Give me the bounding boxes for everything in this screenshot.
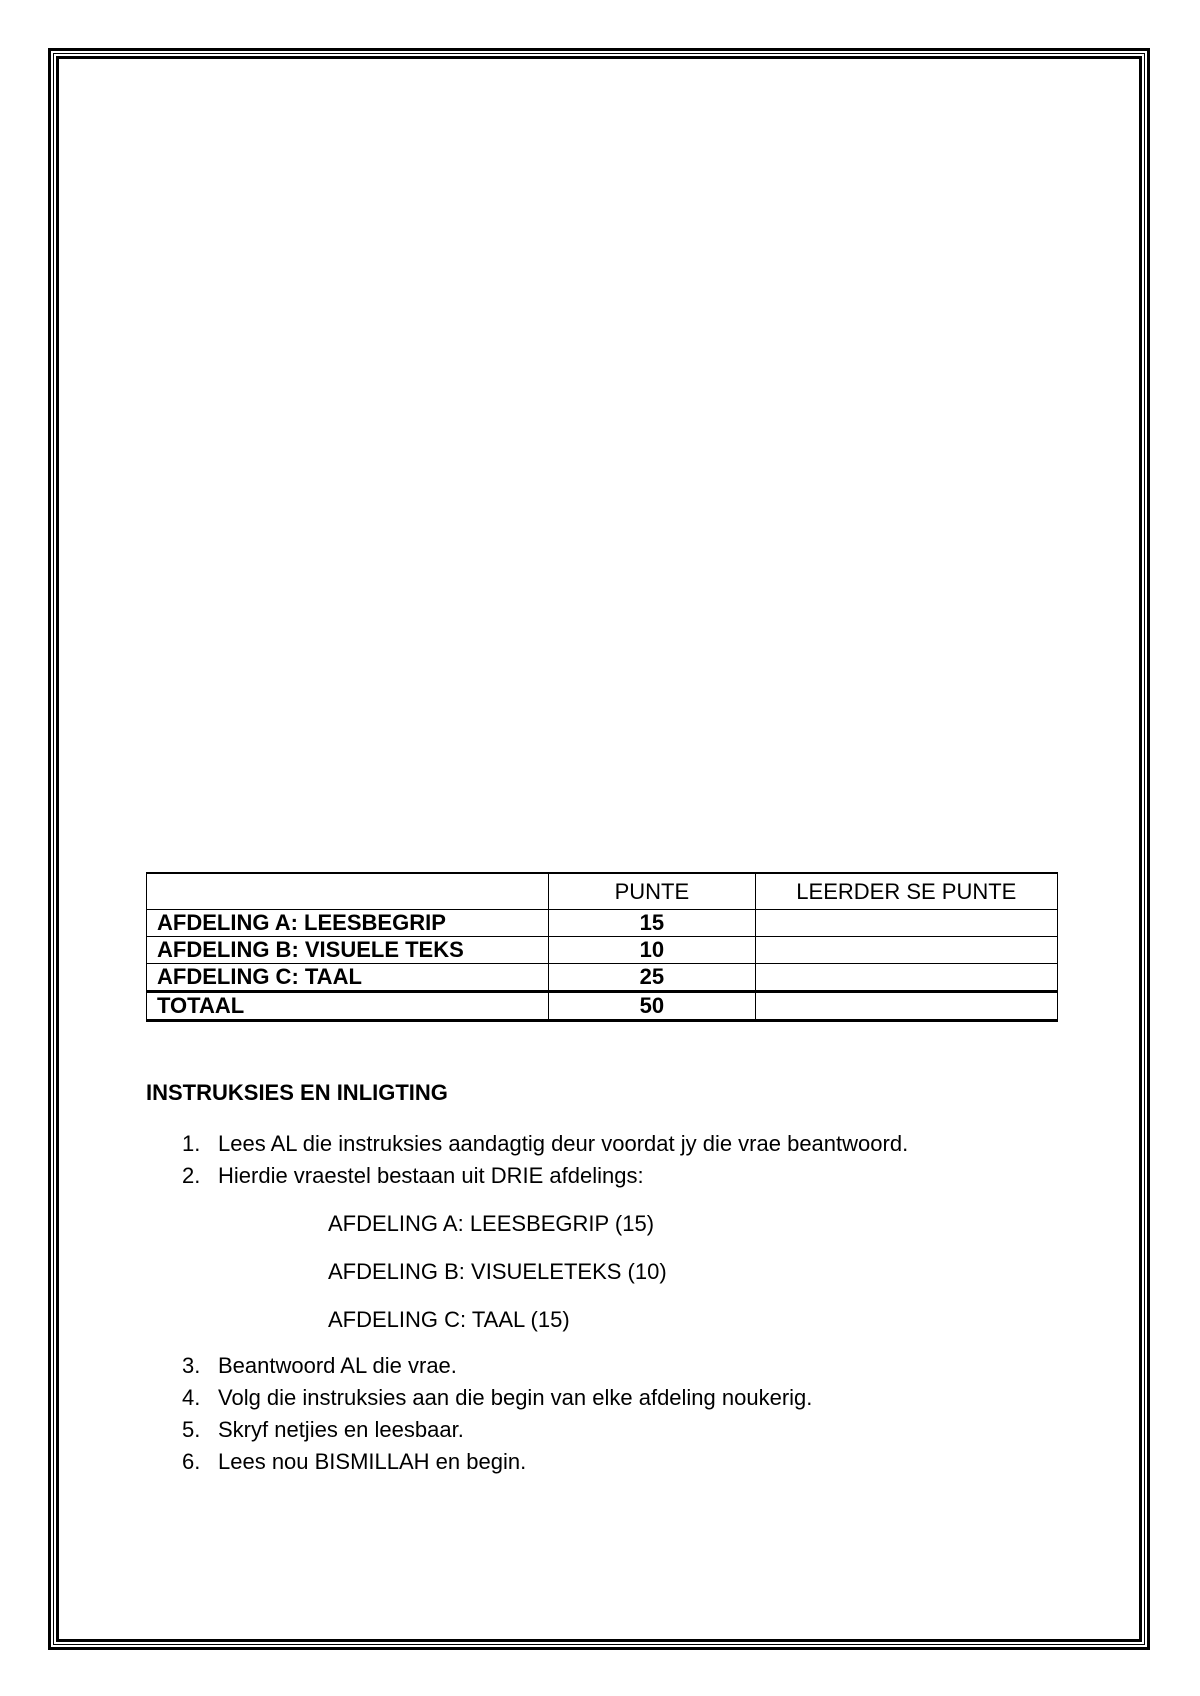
total-label: TOTAAL (147, 992, 549, 1021)
item-text: Volg die instruksies aan die begin van elke afdeling noukerig. (218, 1385, 813, 1410)
item-number: 1. (182, 1131, 201, 1156)
row-leerder-punte (755, 937, 1057, 964)
instructions-list (146, 1128, 1066, 1478)
list-item (146, 1350, 1066, 1382)
list-item (146, 1414, 1066, 1446)
row-label: AFDELING A: LEESBEGRIP (147, 910, 549, 937)
total-punte: 50 (549, 992, 756, 1021)
list-item (146, 1446, 1066, 1478)
header-punte: PUNTE (549, 873, 756, 910)
section-item: AFDELING A: LEESBEGRIP (15) (328, 1211, 655, 1236)
row-label: AFDELING B: VISUELE TEKS (147, 937, 549, 964)
section-item: AFDELING C: TAAL (15) (328, 1307, 570, 1332)
row-punte: 25 (549, 964, 756, 992)
item-number: 2. (182, 1163, 201, 1188)
item-text: Hierdie vraestel bestaan uit DRIE afdelings: (218, 1163, 644, 1188)
header-empty-cell (147, 873, 549, 910)
row-leerder-punte (755, 964, 1057, 992)
row-punte: 10 (549, 937, 756, 964)
instructions-heading: INSTRUKSIES EN INLIGTING (146, 1080, 448, 1105)
item-text: Beantwoord AL die vrae. (218, 1353, 457, 1378)
item-number: 4. (182, 1385, 201, 1410)
section-item: AFDELING B: VISUELETEKS (10) (328, 1259, 667, 1284)
list-item (146, 1382, 1066, 1414)
item-number: 5. (182, 1417, 201, 1442)
table-row (147, 937, 1058, 964)
total-leerder-punte (755, 992, 1057, 1021)
marks-table (146, 872, 1058, 1022)
row-punte: 15 (549, 910, 756, 937)
item-number: 6. (182, 1449, 201, 1474)
list-item (146, 1160, 1066, 1336)
item-number: 3. (182, 1353, 201, 1378)
item-text: Skryf netjies en leesbaar. (218, 1417, 464, 1442)
total-row (147, 992, 1058, 1021)
table-row (147, 964, 1058, 992)
row-leerder-punte (755, 910, 1057, 937)
sections-sublist (218, 1208, 1066, 1336)
item-text: Lees nou BISMILLAH en begin. (218, 1449, 527, 1474)
item-text: Lees AL die instruksies aandagtig deur voordat jy die vrae beantwoord. (218, 1131, 909, 1156)
header-leerder-punte: LEERDER SE PUNTE (755, 873, 1057, 910)
row-label: AFDELING C: TAAL (147, 964, 549, 992)
table-row (147, 910, 1058, 937)
list-item (146, 1128, 1066, 1160)
marks-table-header (147, 873, 1058, 910)
